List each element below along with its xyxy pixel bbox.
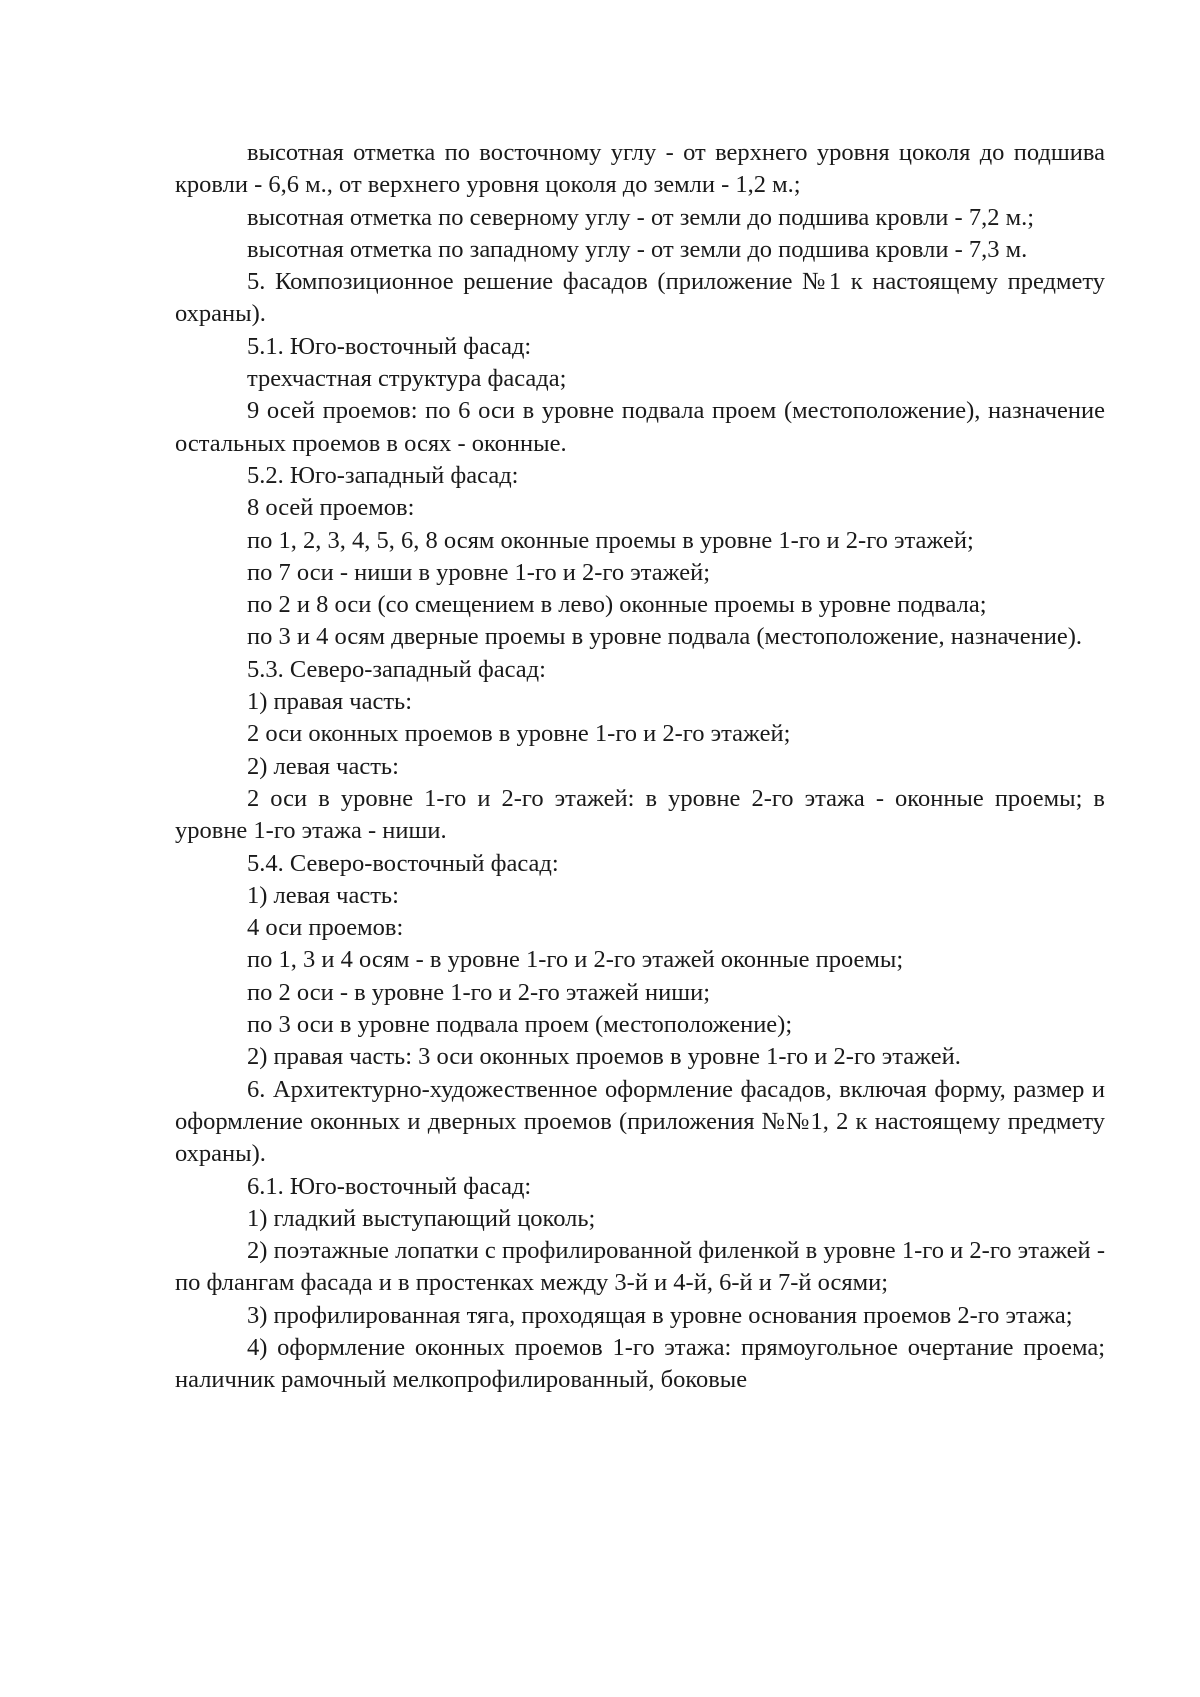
paragraph: по 2 оси - в уровне 1-го и 2-го этажей ниши; xyxy=(247,978,711,1006)
section-heading: 5.3. Северо-западный фасад: xyxy=(247,655,546,683)
paragraph: высотная отметка по северному углу - от земли до подшива кровли - 7,2 м.; xyxy=(247,203,1035,231)
paragraph: 1) правая часть: xyxy=(247,688,413,716)
paragraph: 2) поэтажные лопатки с профилированной филенкой в уровне 1-го и 2-го этажей - по флангам фасада и в простенках между 3-й и 4-й, 6-й и 7-й осями; xyxy=(175,1237,1105,1297)
paragraph: 6. Архитектурно-художественное оформление фасадов, включая форму, размер и оформление оконных и дверных проемов (приложения №№1, 2 к настоящему предмету охраны). xyxy=(175,1075,1105,1168)
paragraph: трехчастная структура фасада; xyxy=(247,365,567,393)
paragraph: 4 оси проемов: xyxy=(247,914,404,942)
section-heading: 6.1. Юго-восточный фасад: xyxy=(247,1172,532,1200)
paragraph: 2 оси оконных проемов в уровне 1-го и 2-го этажей; xyxy=(247,720,791,748)
paragraph: по 7 оси - ниши в уровне 1-го и 2-го этажей; xyxy=(247,558,711,586)
paragraph: 1) гладкий выступающий цоколь; xyxy=(247,1204,596,1232)
paragraph: 2) правая часть: 3 оси оконных проемов в уровне 1-го и 2-го этажей. xyxy=(247,1043,961,1071)
paragraph: 3) профилированная тяга, проходящая в уровне основания проемов 2-го этажа; xyxy=(247,1301,1073,1329)
paragraph: по 1, 3 и 4 осям - в уровне 1-го и 2-го этажей оконные проемы; xyxy=(247,946,904,974)
paragraph: высотная отметка по восточному углу - от верхнего уровня цоколя до подшива кровли - 6,6 м., от верхнего уровня цоколя до земли - 1,2 м.; xyxy=(175,139,1105,199)
paragraph: по 3 оси в уровне подвала проем (местоположение); xyxy=(247,1011,793,1039)
paragraph: 4) оформление оконных проемов 1-го этажа: прямоугольное очертание проема; наличник рамочный мелкопрофилированный, боковые xyxy=(175,1333,1105,1394)
paragraph: 2 оси в уровне 1-го и 2-го этажей: в уровне 2-го этажа - оконные проемы; в уровне 1-го этажа - ниши. xyxy=(175,784,1105,845)
paragraph: по 2 и 8 оси (со смещением в лево) оконные проемы в уровне подвала; xyxy=(247,591,987,619)
paragraph: высотная отметка по западному углу - от земли до подшива кровли - 7,3 м. xyxy=(247,235,1028,263)
paragraph: 9 осей проемов: по 6 оси в уровне подвала проем (местоположение), назначение остальных проемов в осях - оконные. xyxy=(175,397,1105,457)
document-page xyxy=(175,137,1105,1397)
section-heading: 5.2. Юго-западный фасад: xyxy=(247,461,519,489)
paragraph: 1) левая часть: xyxy=(247,881,399,909)
paragraph: по 1, 2, 3, 4, 5, 6, 8 осям оконные проемы в уровне 1-го и 2-го этажей; xyxy=(247,526,974,554)
section-heading: 5.4. Северо-восточный фасад: xyxy=(247,849,559,877)
paragraph: 5. Композиционное решение фасадов (приложение №1 к настоящему предмету охраны). xyxy=(175,268,1105,328)
section-heading: 5.1. Юго-восточный фасад: xyxy=(247,332,532,360)
paragraph: по 3 и 4 осям дверные проемы в уровне подвала (местоположение, назначение). xyxy=(247,623,1082,651)
paragraph: 2) левая часть: xyxy=(247,752,399,780)
paragraph: 8 осей проемов: xyxy=(247,494,415,522)
